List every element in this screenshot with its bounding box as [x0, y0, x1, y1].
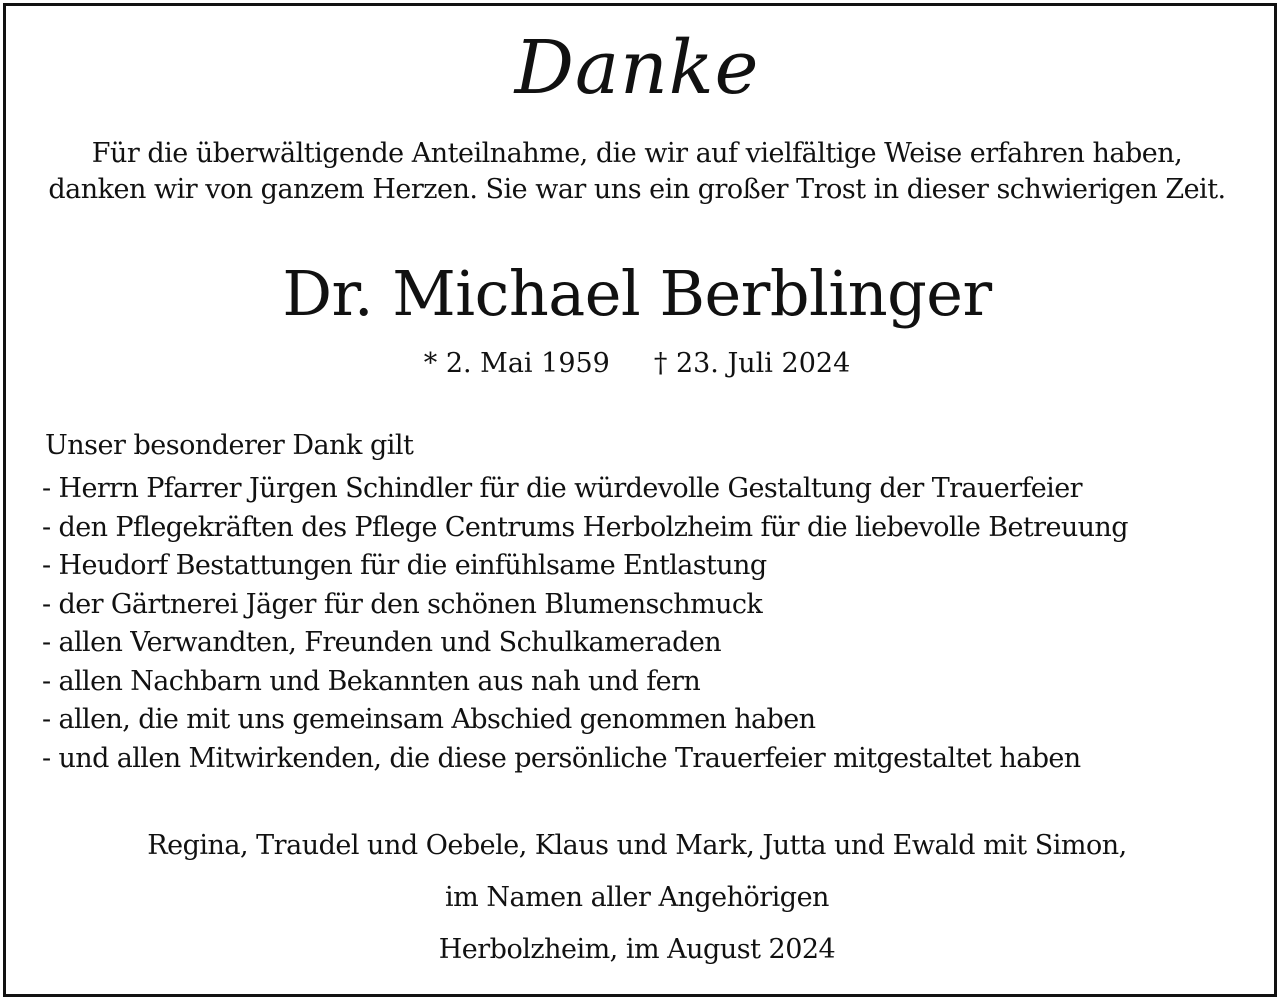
intro-line-1: Für die überwältigende Anteilnahme, die wir auf vielfältige Weise erfahren haben,: [91, 138, 1183, 169]
intro-text: [20, 136, 1254, 208]
deceased-name: Dr. Michael Berblinger: [282, 257, 992, 330]
signoff-on-behalf: im Namen aller Angehörigen: [445, 882, 829, 913]
intro-line-2: danken wir von ganzem Herzen. Sie war uns ein großer Trost in dieser schwierigen Zeit.: [48, 174, 1226, 205]
signoff-names: Regina, Traudel und Oebele, Klaus und Mark, Jutta und Ewald mit Simon,: [147, 830, 1127, 861]
heading-danke: Danke: [514, 25, 760, 111]
thanks-item: - allen Verwandten, Freunden und Schulkameraden: [42, 627, 721, 658]
signoff-place-date: Herbolzheim, im August 2024: [438, 934, 836, 965]
birth-date: * 2. Mai 1959: [423, 348, 610, 379]
thanks-list: [42, 470, 1128, 778]
thanks-item: - Heudorf Bestattungen für die einfühlsame Entlastung: [42, 550, 767, 581]
thanks-item: - und allen Mitwirkenden, die diese persönliche Trauerfeier mitgestaltet haben: [42, 742, 1081, 774]
thanks-title: Unser besonderer Dank gilt: [45, 430, 414, 461]
death-date: † 23. Juli 2024: [653, 348, 851, 379]
thanks-item: - der Gärtnerei Jäger für den schönen Blumenschmuck: [42, 588, 763, 620]
thanks-item: - allen, die mit uns gemeinsam Abschied genommen haben: [42, 704, 816, 735]
thanks-item: - allen Nachbarn und Bekannten aus nah und fern: [42, 665, 701, 697]
life-dates: [0, 344, 1274, 384]
thanks-item: - den Pflegekräften des Pflege Centrums Herbolzheim für die liebevolle Betreuung: [42, 511, 1128, 543]
thanks-item: - Herrn Pfarrer Jürgen Schindler für die würdevolle Gestaltung der Trauerfeier: [42, 473, 1082, 504]
